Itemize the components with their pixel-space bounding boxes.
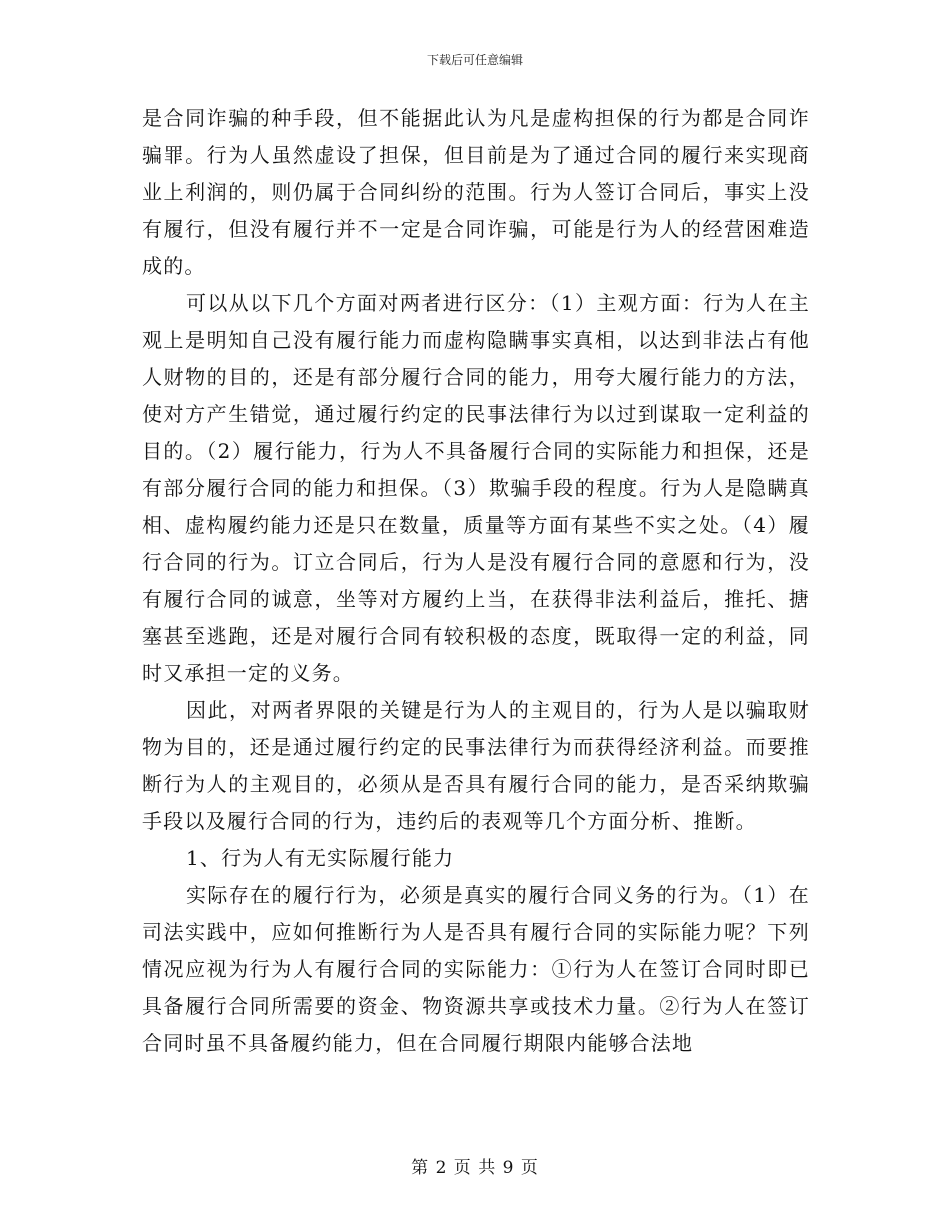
paragraph-key-boundary: 因此，对两者界限的关键是行为人的主观目的，行为人是以骗取财物为目的，还是通过履行约定的民事法律行为而获得经济利益。而要推断行为人的主观目的，必须从是否具有履行合同的能力，是否采纳欺骗手段以及履行合同的行为，违约后的表观等几个方面分析、推断。	[142, 698, 810, 833]
section-heading: 1、行为人有无实际履行能力	[186, 846, 455, 870]
paragraph-continuation: 是合同诈骗的种手段，但不能据此认为凡是虚构担保的行为都是合同诈骗罪。行为人虽然虚设了担保，但目前是为了通过合同的履行来实现商业上利润的，则仍属于合同纠纷的范围。行为人签订合同后，事实上没有履行，但没有履行并不一定是合同诈骗，可能是行为人的经营困难造成的。	[142, 106, 810, 278]
page-number-footer: 第 2 页 共 9 页	[411, 1158, 539, 1178]
paragraph-distinction-aspects: 可以从以下几个方面对两者进行区分：（1）主观方面：行为人在主观上是明知自己没有履行能力而虚构隐瞒事实真相，以达到非法占有他人财物的目的，还是有部分履行合同的能力，用夸大履行能力的方法，使对方产生错觉，通过履行约定的民事法律行为以过到谋取一定利益的目的。（2）履行能力，行为人不具备履行合同的实际能力和担保，还是有部分履行合同的能力和担保。（3）欺骗手段的程度。行为人是隐瞒真相、虚构履约能力还是只在数量，质量等方面有某些不实之处。（4）履行合同的行为。订立合同后，行为人是没有履行合同的意愿和行为，没有履行合同的诚意，坐等对方履约上当，在获得非法利益后，推托、搪塞甚至逃跑，还是对履行合同有较积极的态度，既取得一定的利益，同时又承担一定的义务。	[142, 291, 810, 685]
page-header: 下载后可任意编辑	[426, 53, 523, 67]
paragraph-actual-performance: 实际存在的履行行为，必须是真实的履行合同义务的行为。（1）在司法实践中，应如何推断行为人是否具有履行合同的实际能力呢？下列情况应视为行为人有履行合同的实际能力：①行为人在签订合同时即已具备履行合同所需要的资金、物资源共享或技术力量。②行为人在签订合同时虽不具备履约能力，但在合同履行期限内能够合法地	[142, 883, 810, 1055]
document-body	[142, 100, 810, 1062]
